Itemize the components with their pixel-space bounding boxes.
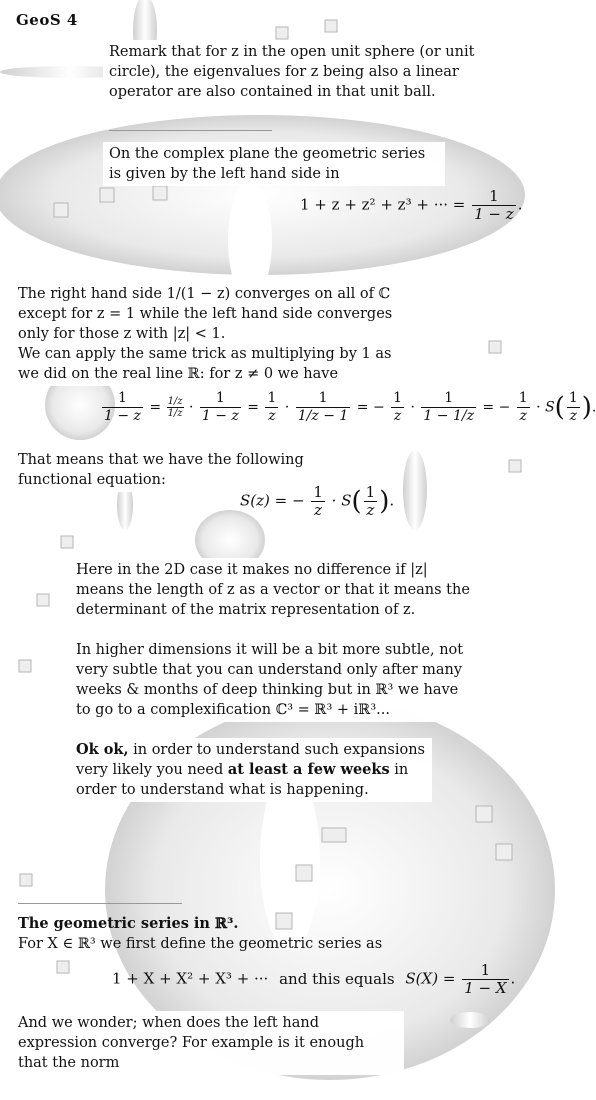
eq4-text: and this equals xyxy=(279,969,395,988)
p8-bold-1: Ok ok, xyxy=(76,741,129,758)
paragraph-complex-plane: On the complex plane the geometric series is given by the left hand side in xyxy=(103,142,445,186)
eq3-num: 1 xyxy=(313,483,323,501)
eq2-f3-num: 1 xyxy=(267,390,277,406)
equation-inversion-chain: $\frac{1}{1 - z}$ = $\frac{1/z}{1/z}$ · $\frac{1}{1 - z}$ = $\frac{1}{z}$ · $\frac{1}{1/z - 1}$ = − $\frac{1}{z}$ · $\frac{1}{1 - 1/z}$ = − $\frac{1}{z}$ · S( $\frac{1}{z}$ ). xyxy=(104,390,596,424)
eq3-end: . xyxy=(389,491,395,510)
eq3-inner-den: z xyxy=(364,501,378,519)
eq4-rhs: S(X) = xyxy=(405,969,456,988)
eq2-f7-num: 1 xyxy=(518,390,528,406)
eq2-f6-den: 1 − 1/z xyxy=(423,408,474,424)
equation-r3-series xyxy=(112,962,515,997)
eq1-lhs: 1 + z + z² + z³ + ··· = xyxy=(300,195,466,214)
eq2-f6-num: 1 xyxy=(444,390,454,406)
paragraph-convergence: The right hand side 1/(1 − z) converges on all of ℂ except for z = 1 while the left hand side converges only for those z with |z| < 1. xyxy=(12,282,399,346)
eq4-den: 1 − X xyxy=(464,979,507,997)
eq2-s-den: 1/z xyxy=(167,408,183,419)
eq4-end: . xyxy=(510,969,516,988)
eq3-den: z xyxy=(311,501,325,519)
eq3-lhs: S(z) = − xyxy=(240,491,305,510)
eq4-num: 1 xyxy=(480,961,491,979)
page-title: GeoS 4 xyxy=(16,11,78,29)
eq1-fraction xyxy=(472,188,516,223)
section-heading: The geometric series in ℝ³. xyxy=(18,915,239,932)
paragraph-higher-dimensions: In higher dimensions it will be a bit more subtle, not very subtle that you can understand only after many weeks & months of deep thinking but in ℝ³ we have to go to a complexification ℂ³ = ℝ³ + iℝ³... xyxy=(70,638,477,722)
eq2-equals-1: = xyxy=(149,399,162,416)
p8-text-2: in order to understand what is happening. xyxy=(76,762,409,798)
paragraph-ok-ok xyxy=(70,738,432,802)
eq3-mid: · S xyxy=(331,491,352,510)
p8-text-1: in order to understand such expansions very likely you need xyxy=(76,742,425,778)
equation-functional: S(z) = − $\frac{1}{z}$ · S( $\frac{1}{z}$ ). xyxy=(240,483,395,519)
eq2-f3-den: z xyxy=(265,407,278,425)
p8-bold-2: at least a few weeks xyxy=(227,761,390,778)
eq2-f2-den: 1 − z xyxy=(201,408,239,424)
eq3-inner-num: 1 xyxy=(365,483,376,501)
eq2-f1-den: 1 − z xyxy=(104,408,141,424)
eq2-f7-den: z xyxy=(517,407,530,425)
eq1-end: . xyxy=(517,195,523,214)
eq2-s-num: 1/z xyxy=(167,396,183,407)
eq2-f4-den: 1/z − 1 xyxy=(297,408,349,424)
equation-geometric-series xyxy=(300,188,522,223)
eq4-lhs: 1 + X + X² + X³ + ··· xyxy=(112,969,269,988)
eq2-dot-1: · xyxy=(189,399,194,416)
paragraph-trick: We can apply the same trick as multiplying by 1 as we did on the real line ℝ: for z ≠ 0 we have xyxy=(12,342,399,386)
eq2-f2-num: 1 xyxy=(215,390,225,406)
eq2-dot-2: · xyxy=(284,399,290,416)
eq2-end: . xyxy=(591,399,596,416)
eq2-f8-den: z xyxy=(567,407,580,425)
eq2-f5-den: z xyxy=(391,407,404,425)
paragraph-functional-equation: That means that we have the following functional equation: xyxy=(12,448,314,492)
separator-rule xyxy=(109,130,272,131)
eq2-equals-2: = xyxy=(247,399,260,416)
eq1-num: 1 xyxy=(489,187,499,205)
eq2-f4-num: 1 xyxy=(318,390,328,406)
eq2-S: S xyxy=(545,399,555,416)
eq2-dot-3: · xyxy=(410,399,415,416)
eq2-dot-4: · xyxy=(536,399,541,416)
paragraph-convergence-question: And we wonder; when does the left hand expression converge? For example is it enough that the norm xyxy=(12,1011,404,1075)
eq2-f8-num: 1 xyxy=(568,390,578,406)
eq2-minus-1: − xyxy=(372,399,385,416)
paragraph-2d-case: Here in the 2D case it makes no difference if |z| means the length of z as a vector or that it means the determinant of the matrix representation of z. xyxy=(70,558,482,622)
paragraph-define-r3: For X ∈ ℝ³ we first define the geometric series as xyxy=(18,936,383,952)
section-separator-rule xyxy=(18,903,182,904)
eq2-equals-4: = xyxy=(482,399,495,416)
eq2-f1-num: 1 xyxy=(118,390,127,406)
eq1-den: 1 − z xyxy=(474,205,514,223)
eq2-minus-2: − xyxy=(498,399,511,416)
paragraph-remark: Remark that for z in the open unit sphere (or unit circle), the eigenvalues for z being also a linear operator are also contained in that unit ball. xyxy=(103,40,483,104)
eq2-f5-num: 1 xyxy=(393,390,403,406)
eq2-equals-3: = xyxy=(356,399,369,416)
